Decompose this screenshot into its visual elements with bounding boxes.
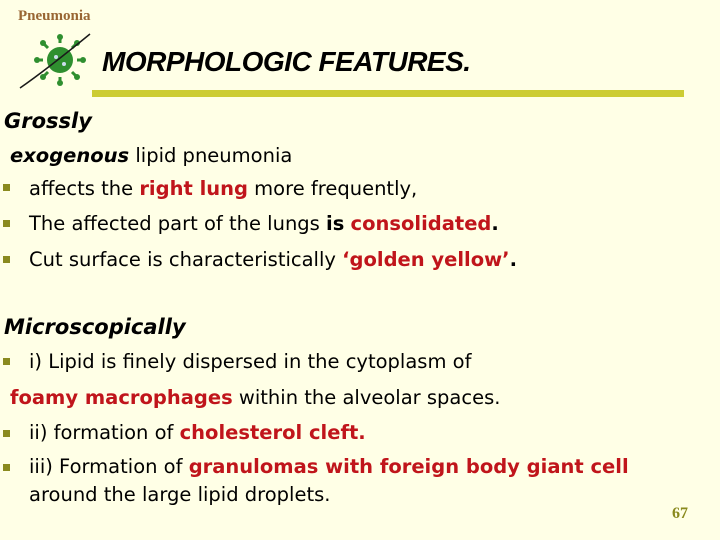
square-bullet-icon [3, 464, 10, 471]
micro-item-2 [29, 421, 366, 444]
header-label: Pneumonia [18, 8, 91, 24]
bullet-text: Cut surface is characteristically [29, 248, 343, 271]
page-number: 67 [672, 505, 688, 522]
micro-highlight: cholesterol cleft. [179, 421, 366, 444]
square-bullet-icon [3, 220, 10, 227]
bullet-text: . [491, 212, 499, 235]
micro-heading: Microscopically [4, 315, 186, 339]
gross-heading: Grossly [4, 109, 92, 133]
micro-item-1-line-2 [10, 386, 500, 409]
title-rule [92, 90, 684, 97]
micro-item-3-line-2: around the large lipid droplets. [29, 483, 331, 506]
bullet-text: . [509, 248, 517, 271]
bullet-text: more frequently, [247, 177, 418, 200]
gross-intro [10, 144, 292, 167]
square-bullet-icon [3, 358, 10, 365]
micro-item-3 [29, 455, 629, 478]
gross-bullet-3 [29, 248, 517, 271]
virus-logo-icon [16, 30, 94, 92]
micro-text: ii) formation of [29, 421, 180, 444]
micro-highlight: foamy macrophages [10, 386, 233, 409]
square-bullet-icon [3, 256, 10, 263]
bullet-text: affects the [29, 177, 140, 200]
bullet-highlight: consolidated [350, 212, 492, 235]
bullet-bold: is [326, 212, 345, 235]
micro-text: within the alveolar spaces. [232, 386, 501, 409]
bullet-highlight: ‘golden yellow’ [342, 248, 510, 271]
micro-item-1-line-1: i) Lipid is finely dispersed in the cytoplasm of [29, 350, 472, 373]
square-bullet-icon [3, 184, 10, 191]
square-bullet-icon [3, 430, 10, 437]
gross-bullet-2 [29, 212, 499, 235]
slide-title: MORPHOLOGIC FEATURES. [102, 46, 471, 77]
micro-highlight: granulomas with foreign body giant cell [188, 455, 629, 478]
bullet-highlight: right lung [139, 177, 248, 200]
intro-emphasis: exogenous [10, 144, 130, 167]
micro-text: iii) Formation of [29, 455, 189, 478]
intro-text: lipid pneumonia [129, 144, 293, 167]
gross-bullet-1 [29, 177, 417, 200]
bullet-text: The affected part of the lungs [29, 212, 327, 235]
